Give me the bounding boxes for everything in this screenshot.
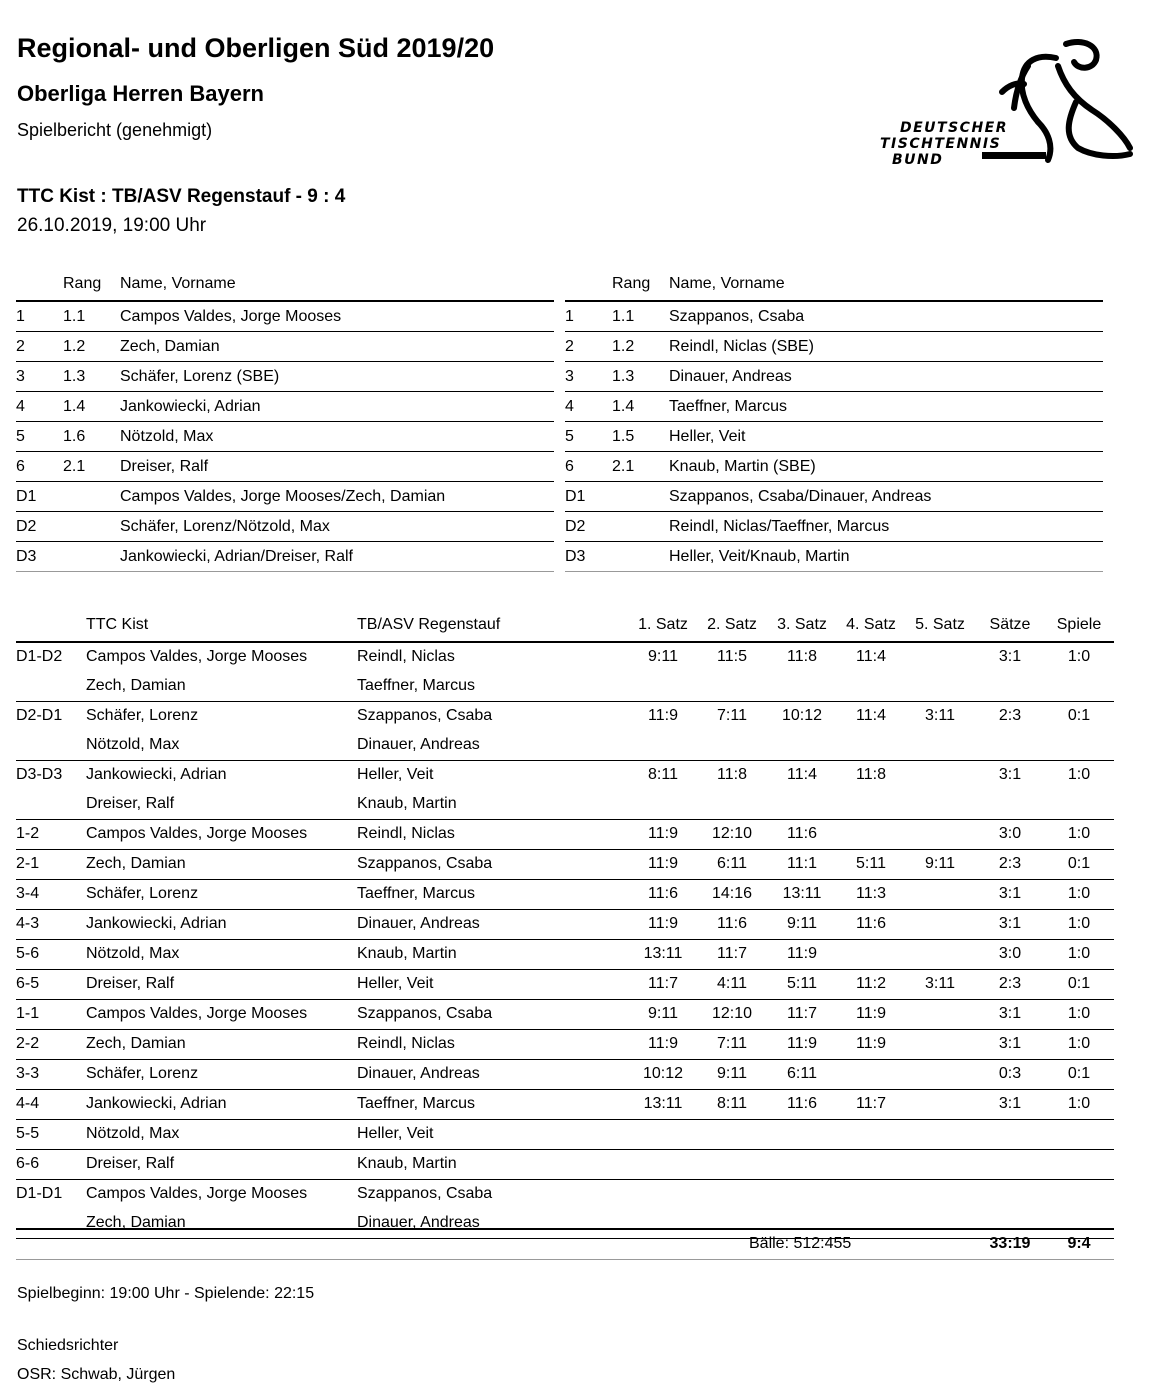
saetze-score: 3:1 bbox=[998, 648, 1022, 665]
lineup-position: 6 bbox=[565, 458, 574, 475]
home-player: Nötzold, Max bbox=[86, 1125, 180, 1142]
away-player: Taeffner, Marcus bbox=[357, 885, 475, 902]
lineup-row bbox=[565, 302, 1103, 332]
set-score: 12:10 bbox=[711, 1005, 753, 1022]
set-score: 11:9 bbox=[648, 915, 678, 932]
match-row-line bbox=[16, 880, 1114, 909]
match-row-line bbox=[16, 702, 1114, 731]
spiele-score: 0:1 bbox=[1067, 975, 1091, 992]
lineup-row bbox=[565, 542, 1103, 572]
lineup-row bbox=[565, 332, 1103, 362]
spiele-score: 1:0 bbox=[1067, 1035, 1091, 1052]
lineup-position: 3 bbox=[16, 368, 25, 385]
home-lineup-table bbox=[16, 270, 554, 572]
home-player: Campos Valdes, Jorge Mooses bbox=[86, 1005, 308, 1022]
spiele-score: 1:0 bbox=[1067, 945, 1091, 962]
match-pairing: D3-D3 bbox=[16, 766, 63, 783]
lineup-rang: 1.3 bbox=[63, 368, 86, 385]
set-score: 11:9 bbox=[787, 1035, 817, 1052]
match-pairing: 1-2 bbox=[16, 825, 40, 842]
totals-row bbox=[16, 1228, 1114, 1260]
saetze-score: 3:1 bbox=[998, 1035, 1022, 1052]
match-pairing: 4-3 bbox=[16, 915, 40, 932]
away-player: Dinauer, Andreas bbox=[357, 736, 480, 753]
rang-header: Rang bbox=[63, 275, 102, 292]
match-row bbox=[16, 1120, 1114, 1150]
lineup-position: 2 bbox=[16, 338, 25, 355]
match-row-line bbox=[16, 1060, 1114, 1089]
set-score: 13:11 bbox=[643, 1095, 683, 1112]
lineup-position: 4 bbox=[16, 398, 25, 415]
home-player: Dreiser, Ralf bbox=[86, 975, 175, 992]
away-player: Dinauer, Andreas bbox=[357, 915, 480, 932]
match-row-line bbox=[16, 761, 1114, 790]
spiele-score: 0:1 bbox=[1067, 855, 1091, 872]
away-player: Reindl, Niclas bbox=[357, 825, 455, 842]
spiele-score: 1:0 bbox=[1067, 915, 1091, 932]
lineup-player-name: Reindl, Niclas (SBE) bbox=[669, 338, 814, 355]
match-row bbox=[16, 643, 1114, 702]
match-row bbox=[16, 1150, 1114, 1180]
lineup-position: D2 bbox=[16, 518, 37, 535]
away-player: Taeffner, Marcus bbox=[357, 677, 475, 694]
set-score: 6:11 bbox=[787, 1065, 817, 1082]
set-score: 10:12 bbox=[781, 707, 823, 724]
set-score: 4:11 bbox=[717, 975, 747, 992]
lineup-rang: 1.1 bbox=[63, 308, 86, 325]
lineup-position: 2 bbox=[565, 338, 574, 355]
set-score: 11:6 bbox=[787, 825, 817, 842]
match-row bbox=[16, 940, 1114, 970]
lineup-player-name: Knaub, Martin (SBE) bbox=[669, 458, 816, 475]
match-title: TTC Kist : TB/ASV Regenstauf - 9 : 4 bbox=[17, 186, 346, 207]
away-player: Dinauer, Andreas bbox=[357, 1214, 480, 1231]
match-row bbox=[16, 850, 1114, 880]
lineup-row bbox=[16, 302, 554, 332]
set4-header: 4. Satz bbox=[846, 616, 896, 633]
lineup-position: 1 bbox=[565, 308, 574, 325]
match-pairing: 6-5 bbox=[16, 975, 40, 992]
name-header: Name, Vorname bbox=[120, 275, 236, 292]
home-player: Schäfer, Lorenz bbox=[86, 1065, 199, 1082]
set2-header: 2. Satz bbox=[707, 616, 757, 633]
set-score: 13:11 bbox=[643, 945, 683, 962]
set-score: 5:11 bbox=[856, 855, 886, 872]
lineup-player-name: Campos Valdes, Jorge Mooses bbox=[120, 308, 342, 325]
set-score: 11:6 bbox=[856, 915, 886, 932]
lineup-row bbox=[16, 362, 554, 392]
home-player: Zech, Damian bbox=[86, 855, 186, 872]
match-pairing: 2-1 bbox=[16, 855, 40, 872]
saetze-score: 3:1 bbox=[998, 915, 1022, 932]
saetze-score: 2:3 bbox=[998, 855, 1022, 872]
set-score: 9:11 bbox=[787, 915, 817, 932]
set-score: 9:11 bbox=[648, 648, 678, 665]
set-score: 11:6 bbox=[648, 885, 678, 902]
lineup-position: 6 bbox=[16, 458, 25, 475]
lineup-position: 1 bbox=[16, 308, 25, 325]
set-score: 11:4 bbox=[787, 766, 817, 783]
saetze-score: 3:0 bbox=[998, 945, 1022, 962]
spiele-score: 1:0 bbox=[1067, 766, 1091, 783]
set-score: 11:1 bbox=[787, 855, 817, 872]
set-score: 11:9 bbox=[856, 1005, 886, 1022]
lineup-row bbox=[565, 362, 1103, 392]
match-row-line bbox=[16, 790, 1114, 819]
lineup-header bbox=[565, 270, 1103, 302]
away-player: Taeffner, Marcus bbox=[357, 1095, 475, 1112]
league-title: Oberliga Herren Bayern bbox=[17, 81, 264, 106]
away-player: Reindl, Niclas bbox=[357, 648, 455, 665]
lineup-position: 5 bbox=[565, 428, 574, 445]
match-pairing: D1-D1 bbox=[16, 1185, 63, 1202]
away-player: Knaub, Martin bbox=[357, 1155, 457, 1172]
logo-text-line3: BUND bbox=[892, 152, 944, 168]
lineup-rang: 1.4 bbox=[612, 398, 635, 415]
home-player: Jankowiecki, Adrian bbox=[86, 915, 227, 932]
set-score: 7:11 bbox=[717, 1035, 747, 1052]
lineup-row bbox=[565, 422, 1103, 452]
match-row bbox=[16, 970, 1114, 1000]
set-score: 11:9 bbox=[648, 855, 678, 872]
lineup-player-name: Heller, Veit bbox=[669, 428, 746, 445]
away-player: Knaub, Martin bbox=[357, 795, 457, 812]
set-score: 9:11 bbox=[648, 1005, 678, 1022]
match-pairing: 1-1 bbox=[16, 1005, 40, 1022]
home-player: Dreiser, Ralf bbox=[86, 795, 175, 812]
lineup-rang: 1.2 bbox=[612, 338, 635, 355]
lineup-row bbox=[565, 392, 1103, 422]
lineup-player-name: Zech, Damian bbox=[120, 338, 220, 355]
match-row bbox=[16, 1000, 1114, 1030]
match-row bbox=[16, 1060, 1114, 1090]
lineup-player-name: Jankowiecki, Adrian/Dreiser, Ralf bbox=[120, 548, 353, 565]
report-status: Spielbericht (genehmigt) bbox=[17, 120, 213, 140]
away-player: Reindl, Niclas bbox=[357, 1035, 455, 1052]
match-row-line bbox=[16, 940, 1114, 969]
set-score: 3:11 bbox=[925, 707, 955, 724]
set-score: 11:7 bbox=[787, 1005, 817, 1022]
set-score: 14:16 bbox=[711, 885, 753, 902]
home-player: Zech, Damian bbox=[86, 677, 186, 694]
set-score: 6:11 bbox=[717, 855, 747, 872]
set-score: 11:6 bbox=[787, 1095, 817, 1112]
match-pairing: 6-6 bbox=[16, 1155, 40, 1172]
lineup-player-name: Reindl, Niclas/Taeffner, Marcus bbox=[669, 518, 890, 535]
page-title: Regional- und Oberligen Süd 2019/20 bbox=[17, 33, 495, 63]
set-score: 11:9 bbox=[648, 707, 678, 724]
lineup-row bbox=[16, 482, 554, 512]
lineup-row bbox=[16, 542, 554, 572]
lineup-player-name: Jankowiecki, Adrian bbox=[120, 398, 261, 415]
lineup-row bbox=[565, 482, 1103, 512]
match-row-line bbox=[16, 731, 1114, 760]
spiele-score: 1:0 bbox=[1067, 1005, 1091, 1022]
home-player: Campos Valdes, Jorge Mooses bbox=[86, 648, 308, 665]
set-score: 11:8 bbox=[787, 648, 817, 665]
lineup-rang: 1.2 bbox=[63, 338, 86, 355]
set5-header: 5. Satz bbox=[915, 616, 965, 633]
match-datetime: 26.10.2019, 19:00 Uhr bbox=[17, 215, 207, 236]
saetze-score: 2:3 bbox=[998, 975, 1022, 992]
set-score: 3:11 bbox=[925, 975, 955, 992]
lineup-header bbox=[16, 270, 554, 302]
set-score: 11:6 bbox=[717, 915, 747, 932]
saetze-total: 33:19 bbox=[989, 1235, 1031, 1252]
set-score: 9:11 bbox=[925, 855, 955, 872]
set-score: 11:9 bbox=[787, 945, 817, 962]
away-player: Heller, Veit bbox=[357, 975, 434, 992]
saetze-score: 2:3 bbox=[998, 707, 1022, 724]
dttb-logo bbox=[878, 36, 1136, 166]
set-score: 11:9 bbox=[648, 1035, 678, 1052]
set-score: 11:7 bbox=[856, 1095, 886, 1112]
match-row bbox=[16, 910, 1114, 940]
set-score: 11:9 bbox=[648, 825, 678, 842]
home-player: Dreiser, Ralf bbox=[86, 1155, 175, 1172]
away-player: Szappanos, Csaba bbox=[357, 1185, 493, 1202]
lineup-rang: 1.4 bbox=[63, 398, 86, 415]
set-score: 5:11 bbox=[787, 975, 817, 992]
spiele-score: 1:0 bbox=[1067, 648, 1091, 665]
lineup-player-name: Nötzold, Max bbox=[120, 428, 214, 445]
lineup-row bbox=[565, 512, 1103, 542]
match-row bbox=[16, 1090, 1114, 1120]
set-score: 11:8 bbox=[856, 766, 886, 783]
match-row-line bbox=[16, 643, 1114, 672]
home-team-header: TTC Kist bbox=[86, 616, 149, 633]
home-player: Zech, Damian bbox=[86, 1214, 186, 1231]
away-player: Szappanos, Csaba bbox=[357, 707, 493, 724]
set3-header: 3. Satz bbox=[777, 616, 827, 633]
set-score: 12:10 bbox=[711, 825, 753, 842]
set-score: 11:9 bbox=[856, 1035, 886, 1052]
saetze-score: 3:1 bbox=[998, 1095, 1022, 1112]
match-times: Spielbeginn: 19:00 Uhr - Spielende: 22:15 bbox=[17, 1285, 315, 1302]
saetze-score: 3:1 bbox=[998, 1005, 1022, 1022]
lineup-position: 4 bbox=[565, 398, 574, 415]
home-player: Jankowiecki, Adrian bbox=[86, 1095, 227, 1112]
set-score: 11:7 bbox=[717, 945, 747, 962]
lineup-rang: 1.1 bbox=[612, 308, 635, 325]
away-player: Heller, Veit bbox=[357, 766, 434, 783]
match-row-line bbox=[16, 1120, 1114, 1149]
lineup-row bbox=[16, 422, 554, 452]
saetze-score: 3:0 bbox=[998, 825, 1022, 842]
home-player: Campos Valdes, Jorge Mooses bbox=[86, 1185, 308, 1202]
away-team-header: TB/ASV Regenstauf bbox=[357, 616, 501, 633]
set-score: 11:8 bbox=[717, 766, 747, 783]
away-lineup-table bbox=[565, 270, 1103, 572]
lineup-rang: 1.6 bbox=[63, 428, 86, 445]
away-player: Szappanos, Csaba bbox=[357, 1005, 493, 1022]
match-row-line bbox=[16, 1180, 1114, 1209]
set-score: 8:11 bbox=[648, 766, 678, 783]
lineup-player-name: Schäfer, Lorenz/Nötzold, Max bbox=[120, 518, 330, 535]
lineup-rang: 2.1 bbox=[63, 458, 86, 475]
match-row-line bbox=[16, 1030, 1114, 1059]
home-player: Nötzold, Max bbox=[86, 736, 180, 753]
set1-header: 1. Satz bbox=[638, 616, 688, 633]
lineup-row bbox=[16, 332, 554, 362]
spiele-score: 0:1 bbox=[1067, 707, 1091, 724]
match-row bbox=[16, 880, 1114, 910]
saetze-header: Sätze bbox=[989, 616, 1031, 633]
lineup-player-name: Szappanos, Csaba/Dinauer, Andreas bbox=[669, 488, 932, 505]
set-score: 11:4 bbox=[856, 648, 886, 665]
set-score: 11:4 bbox=[856, 707, 886, 724]
lineup-rang: 1.5 bbox=[612, 428, 635, 445]
match-row-line bbox=[16, 672, 1114, 701]
match-row-line bbox=[16, 970, 1114, 999]
match-row-line bbox=[16, 1150, 1114, 1179]
spiele-total: 9:4 bbox=[1067, 1235, 1091, 1252]
spiele-score: 1:0 bbox=[1067, 1095, 1091, 1112]
spiele-score: 1:0 bbox=[1067, 825, 1091, 842]
set-score: 11:5 bbox=[717, 648, 747, 665]
results-header bbox=[16, 612, 1114, 643]
away-player: Dinauer, Andreas bbox=[357, 1065, 480, 1082]
match-pairing: 4-4 bbox=[16, 1095, 40, 1112]
lineup-player-name: Dinauer, Andreas bbox=[669, 368, 792, 385]
saetze-score: 3:1 bbox=[998, 885, 1022, 902]
match-row-line bbox=[16, 1090, 1114, 1119]
lineup-row bbox=[565, 452, 1103, 482]
lineup-row bbox=[16, 452, 554, 482]
lineup-player-name: Heller, Veit/Knaub, Martin bbox=[669, 548, 850, 565]
match-pairing: D1-D2 bbox=[16, 648, 63, 665]
spiele-header: Spiele bbox=[1056, 616, 1102, 633]
set-score: 7:11 bbox=[717, 707, 747, 724]
lineup-position: D3 bbox=[16, 548, 37, 565]
set-score: 10:12 bbox=[642, 1065, 684, 1082]
away-player: Szappanos, Csaba bbox=[357, 855, 493, 872]
set-score: 8:11 bbox=[717, 1095, 747, 1112]
set-score: 11:2 bbox=[856, 975, 886, 992]
match-pairing: D2-D1 bbox=[16, 707, 63, 724]
lineup-player-name: Dreiser, Ralf bbox=[120, 458, 209, 475]
match-row-line bbox=[16, 910, 1114, 939]
home-player: Zech, Damian bbox=[86, 1035, 186, 1052]
spiele-score: 0:1 bbox=[1067, 1065, 1091, 1082]
home-player: Schäfer, Lorenz bbox=[86, 707, 199, 724]
referee-label: Schiedsrichter bbox=[17, 1337, 119, 1354]
lineup-row bbox=[16, 392, 554, 422]
match-row-line bbox=[16, 850, 1114, 879]
set-score: 11:3 bbox=[856, 885, 886, 902]
away-player: Knaub, Martin bbox=[357, 945, 457, 962]
match-pairing: 2-2 bbox=[16, 1035, 40, 1052]
home-player: Campos Valdes, Jorge Mooses bbox=[86, 825, 308, 842]
lineup-rang: 2.1 bbox=[612, 458, 635, 475]
home-player: Schäfer, Lorenz bbox=[86, 885, 199, 902]
lineup-rang: 1.3 bbox=[612, 368, 635, 385]
lineup-position: D1 bbox=[565, 488, 586, 505]
set-score: 11:7 bbox=[648, 975, 678, 992]
saetze-score: 3:1 bbox=[998, 766, 1022, 783]
lineup-row bbox=[16, 512, 554, 542]
set-score: 13:11 bbox=[782, 885, 822, 902]
lineup-position: D2 bbox=[565, 518, 586, 535]
baelle-total: Bälle: 512:455 bbox=[749, 1235, 852, 1252]
lineup-player-name: Szappanos, Csaba bbox=[669, 308, 805, 325]
match-row bbox=[16, 702, 1114, 761]
set-score: 9:11 bbox=[717, 1065, 747, 1082]
match-pairing: 5-5 bbox=[16, 1125, 40, 1142]
match-row-line bbox=[16, 1000, 1114, 1029]
lineup-player-name: Campos Valdes, Jorge Mooses/Zech, Damian bbox=[120, 488, 446, 505]
lineup-position: 3 bbox=[565, 368, 574, 385]
logo-text-line2: TISCHTENNIS bbox=[880, 136, 1002, 152]
lineup-player-name: Schäfer, Lorenz (SBE) bbox=[120, 368, 280, 385]
match-pairing: 5-6 bbox=[16, 945, 40, 962]
name-header: Name, Vorname bbox=[669, 275, 785, 292]
lineup-position: D1 bbox=[16, 488, 37, 505]
lineup-position: 5 bbox=[16, 428, 25, 445]
referee-name: OSR: Schwab, Jürgen bbox=[17, 1366, 176, 1383]
away-player: Heller, Veit bbox=[357, 1125, 434, 1142]
lineup-position: D3 bbox=[565, 548, 586, 565]
saetze-score: 0:3 bbox=[998, 1065, 1022, 1082]
home-player: Jankowiecki, Adrian bbox=[86, 766, 227, 783]
match-row bbox=[16, 1030, 1114, 1060]
home-player: Nötzold, Max bbox=[86, 945, 180, 962]
rang-header: Rang bbox=[612, 275, 651, 292]
lineup-player-name: Taeffner, Marcus bbox=[669, 398, 787, 415]
match-row-line bbox=[16, 820, 1114, 849]
match-pairing: 3-3 bbox=[16, 1065, 40, 1082]
logo-text-line1: DEUTSCHER bbox=[900, 120, 1009, 136]
results-table bbox=[16, 612, 1114, 1239]
match-row bbox=[16, 761, 1114, 820]
spiele-score: 1:0 bbox=[1067, 885, 1091, 902]
match-pairing: 3-4 bbox=[16, 885, 40, 902]
match-row bbox=[16, 820, 1114, 850]
